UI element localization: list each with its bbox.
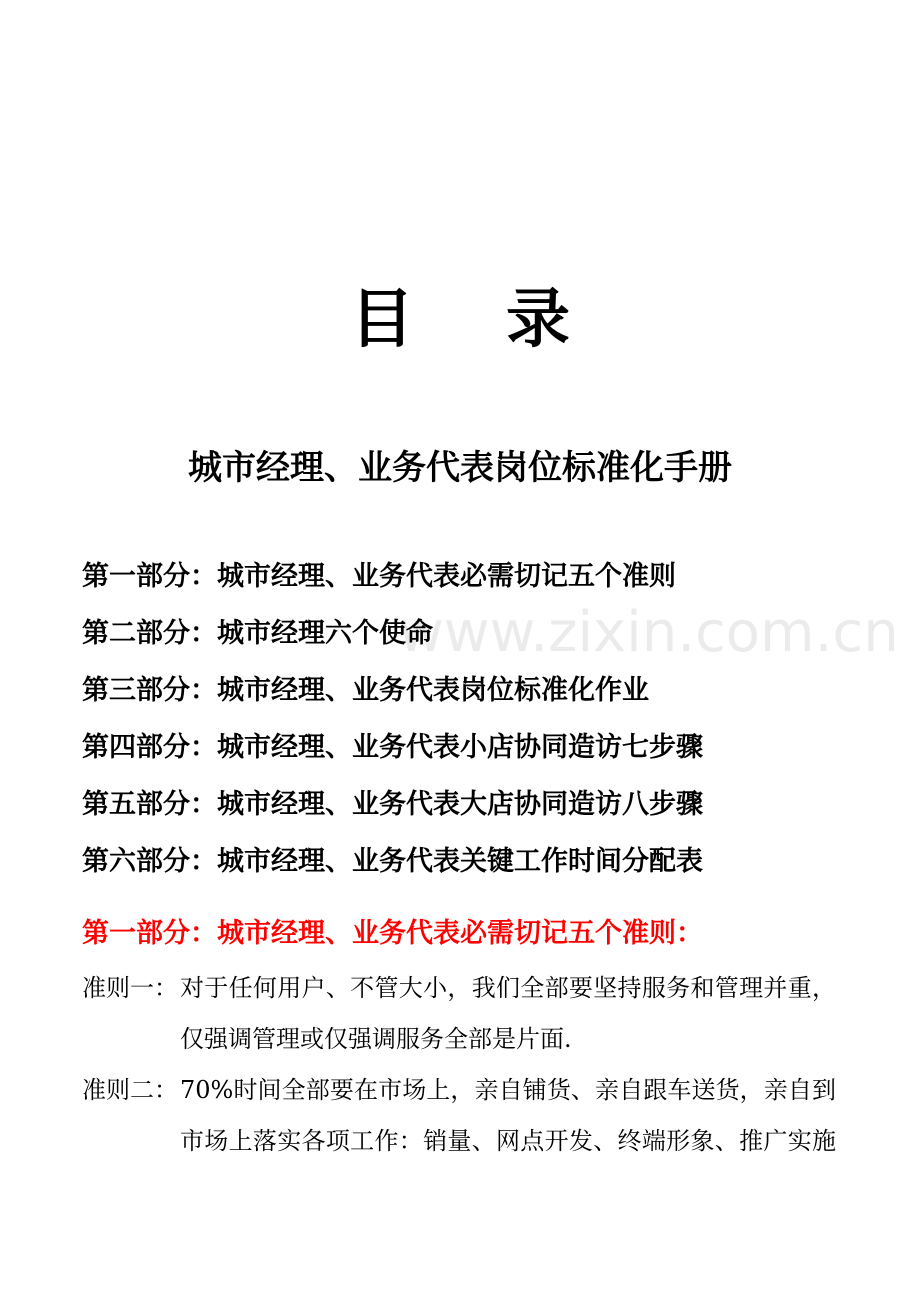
toc-item: 第六部分：城市经理、业务代表关键工作时间分配表: [82, 846, 703, 877]
rule-paragraph: [82, 963, 842, 1065]
rule-paragraph: [82, 1065, 842, 1167]
rule-label: 准则一：: [82, 974, 178, 1002]
page-title: 目录: [350, 283, 662, 357]
rule-text-line: 对于任何用户、不管大小，我们全部要坚持服务和管理并重，: [180, 974, 836, 1002]
toc-item: 第五部分：城市经理、业务代表大店协同造访八步骤: [82, 789, 703, 820]
rule-text-line: 仅强调管理或仅强调服务全部是片面.: [180, 1025, 572, 1053]
watermark: www.zixin.com.cn: [398, 600, 899, 665]
document-subtitle: 城市经理、业务代表岗位标准化手册: [188, 448, 732, 488]
rule-label: 准则二：: [82, 1076, 178, 1104]
toc-item: 第二部分：城市经理六个使命: [82, 618, 433, 649]
rule-text-line: 市场上落实各项工作：销量、网点开发、终端形象、推广实施: [180, 1127, 836, 1155]
table-of-contents: [82, 548, 703, 890]
section-heading: 第一部分：城市经理、业务代表必需切记五个准则：: [82, 918, 703, 949]
toc-item: 第三部分：城市经理、业务代表岗位标准化作业: [82, 675, 649, 706]
toc-item: 第一部分：城市经理、业务代表必需切记五个准则: [82, 561, 676, 592]
rule-text-line: 70%时间全部要在市场上，亲自铺货、亲自跟车送货，亲自到: [180, 1076, 836, 1104]
toc-item: 第四部分：城市经理、业务代表小店协同造访七步骤: [82, 732, 703, 763]
